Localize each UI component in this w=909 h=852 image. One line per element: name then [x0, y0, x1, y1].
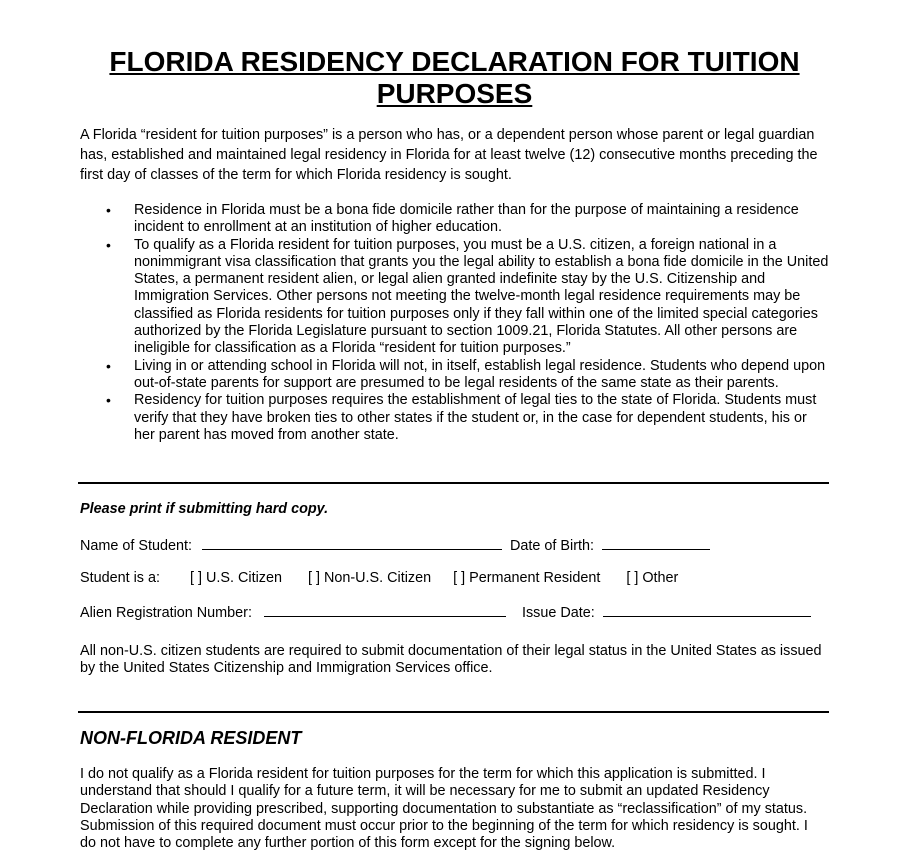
list-item	[80, 358, 830, 393]
non-resident-paragraph: I do not qualify as a Florida resident for tuition purposes for the term for which this application is submitted. I understand that should I qualify for a future term, it will be necessary for me to submit an updated Residency Declaration while providing prescribed, supporting documentation to substantiate as “reclassification” of my status. Submission of this required document must occur prior to the beginning of the term for which residency is sought. I do not have to complete any further portion of this form except for the signing below.	[80, 766, 808, 852]
documentation-note: All non-U.S. citizen students are required to submit documentation of their legal status in the United States as issued by the United States Citizenship and Immigration Services office.	[80, 643, 822, 677]
date-of-birth-field[interactable]	[602, 535, 710, 550]
title-line-2: PURPOSES	[376, 78, 533, 109]
bullet-icon: •	[106, 202, 111, 218]
student-status-row	[80, 569, 678, 587]
name-label: Name of Student:	[80, 538, 192, 554]
bullet-icon: •	[106, 357, 111, 374]
student-status-label: Student is a:	[80, 570, 160, 586]
title-line-1: FLORIDA RESIDENCY DECLARATION FOR TUITION	[109, 46, 800, 77]
issue-date-label: Issue Date:	[521, 605, 595, 621]
print-note: Please print if submitting hard copy.	[80, 501, 329, 517]
issue-date-field[interactable]	[603, 602, 811, 617]
permanent-resident-checkbox[interactable]: [ ] Permanent Resident	[453, 570, 601, 586]
list-item-text: Residency for tuition purposes requires the establishment of legal ties to the state of Florida. Students must verify that they have broken ties to other states if the student or, in the case for dependent students, his or her parent has moved from another state.	[134, 392, 817, 443]
page-title	[80, 46, 829, 110]
bullet-icon: •	[106, 392, 111, 409]
section-divider	[78, 482, 829, 484]
list-item	[80, 237, 830, 358]
student-name-field[interactable]	[202, 535, 502, 550]
alien-registration-label: Alien Registration Number:	[80, 605, 252, 621]
non-resident-heading: NON-FLORIDA RESIDENT	[80, 728, 302, 748]
section-divider	[78, 711, 829, 713]
other-checkbox[interactable]: [ ] Other	[626, 570, 679, 586]
list-item	[80, 392, 830, 444]
us-citizen-checkbox[interactable]: [ ] U.S. Citizen	[190, 570, 282, 586]
bullet-icon: •	[106, 236, 111, 253]
list-item-text: To qualify as a Florida resident for tuition purposes, you must be a U.S. citizen, a foreign national in a nonimmigrant visa classification that grants you the legal ability to establish a bona fide domicile in the United States, a permanent resident alien, or legal alien granted indefinite stay by the U.S. Citizenship and Immigration Services. Other persons not meeting the twelve-month legal residence requirements may be classified as Florida residents for tuition purposes only if they fall within one of the limited special categories authorized by the Florida Legislature pursuant to section 1009.21, Florida Statutes. All other persons are ineligible for classification as a Florida “resident for tuition purposes.”	[134, 236, 829, 357]
list-item	[80, 202, 830, 237]
residency-requirements-list	[80, 202, 830, 444]
intro-paragraph: A Florida “resident for tuition purposes” is a person who has, or a dependent person whose parent or legal guardian has, established and maintained legal residency in Florida for at least twelve (12) consecutive months preceding the first day of classes of the term for which Florida residency is sought.	[80, 127, 818, 183]
list-item-text: Living in or attending school in Florida will not, in itself, establish legal residence. Students who depend upon out-of-state parents for support are presumed to be legal residents of the same state as their parents.	[134, 357, 826, 391]
name-dob-row	[80, 535, 710, 555]
alien-registration-row	[80, 602, 811, 622]
list-item-text: Residence in Florida must be a bona fide domicile rather than for the purpose of maintaining a residence incident to enrollment at an institution of higher education.	[134, 202, 799, 236]
dob-label: Date of Birth:	[510, 538, 594, 554]
alien-registration-field[interactable]	[264, 602, 506, 617]
non-us-citizen-checkbox[interactable]: [ ] Non-U.S. Citizen	[307, 570, 432, 586]
